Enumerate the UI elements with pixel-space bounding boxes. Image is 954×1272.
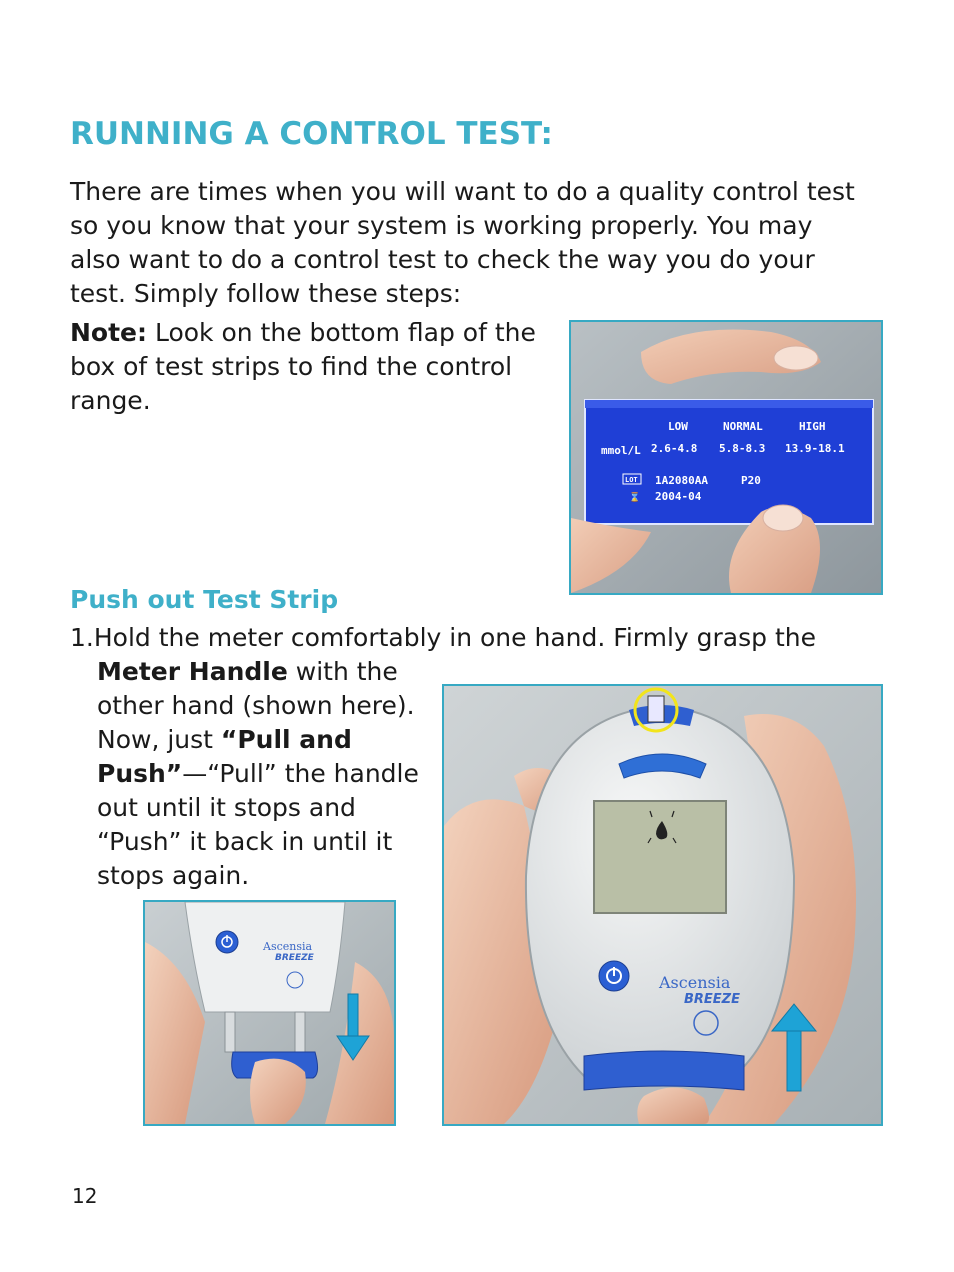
hourglass-icon: ⌛ xyxy=(629,493,641,503)
box-range-normal: 5.8-8.3 xyxy=(719,442,766,455)
note-text: Look on the bottom flap of the box of test strips to find the control range. xyxy=(70,318,536,415)
meter-handle-photo xyxy=(143,900,396,1126)
box-code: P20 xyxy=(741,474,761,487)
box-expiry: 2004-04 xyxy=(655,490,702,503)
step-text-part2: with the other hand (shown here). Now, just xyxy=(97,657,415,754)
box-range-high: 13.9-18.1 xyxy=(785,442,845,455)
step-text-part3: —“Pull” the handle out until it stops and “Push” it back in until it stops again. xyxy=(97,759,419,890)
box-lot: 1A2080AA xyxy=(655,474,708,487)
box-lot-icon: LOT xyxy=(625,476,638,484)
step-text-part1: Hold the meter comfortably in one hand. Firmly grasp the xyxy=(93,623,816,652)
box-header-normal: NORMAL xyxy=(723,420,763,433)
page-number: 12 xyxy=(72,1184,98,1208)
step-1-first-line xyxy=(70,621,890,655)
page-title: RUNNING A CONTROL TEST: xyxy=(70,116,553,152)
step-1-continuation xyxy=(97,655,427,893)
box-header-high: HIGH xyxy=(799,420,826,433)
handle-meter-brand: Ascensia xyxy=(263,940,313,953)
box-unit: mmol/L xyxy=(601,444,641,457)
step-number: 1. xyxy=(70,623,94,652)
meter-model: BREEZE xyxy=(684,992,740,1007)
box-range-low: 2.6-4.8 xyxy=(651,442,698,455)
test-strip-box-photo xyxy=(569,320,883,595)
note-label: Note: xyxy=(70,318,148,347)
pull-and-push-term: “Pull and Push” xyxy=(97,725,352,788)
note-paragraph xyxy=(70,316,540,418)
box-photo-illustration xyxy=(571,322,881,593)
section-heading: Push out Test Strip xyxy=(70,585,339,614)
meter-brand: Ascensia xyxy=(659,973,731,992)
handle-photo-illustration xyxy=(145,902,394,1124)
meter-handle-term: Meter Handle xyxy=(97,657,288,686)
box-header-low: LOW xyxy=(668,420,688,433)
intro-paragraph: There are times when you will want to do a quality control test so you know that your system is working properly. You may also want to do a control test to check the way you do your test. Simply follow these steps: xyxy=(70,177,855,308)
handle-meter-model: BREEZE xyxy=(275,953,314,963)
meter-photo-illustration xyxy=(444,686,881,1124)
meter-in-hand-photo xyxy=(442,684,883,1126)
